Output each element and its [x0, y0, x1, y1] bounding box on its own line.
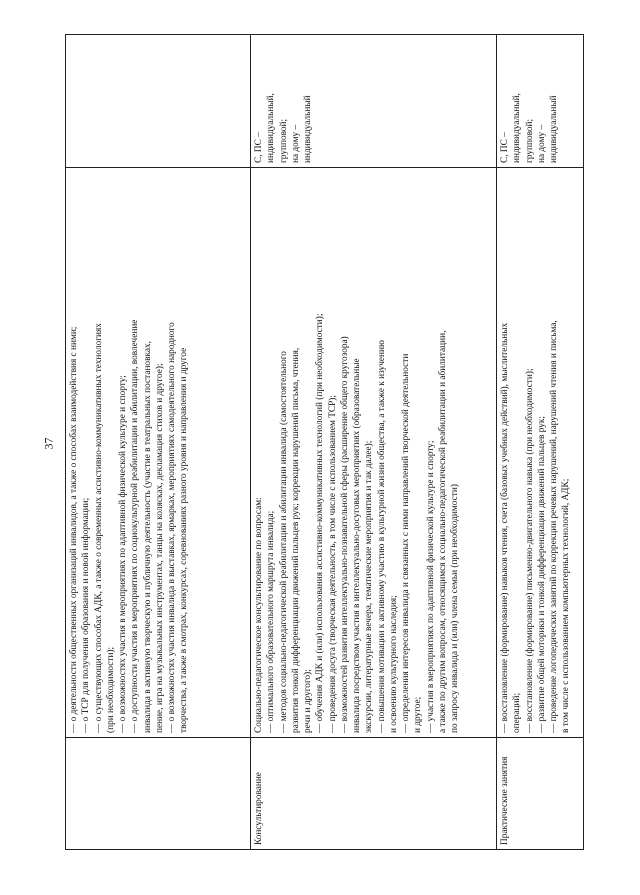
content-line: речи и другого); — [303, 669, 314, 733]
form-line: индивидуальный, — [266, 93, 277, 163]
content-line: в том числе с использованием компьютерных технологий, АДК; — [561, 478, 572, 733]
table-row — [251, 35, 497, 850]
content-line: и освоению культурного наследия; — [388, 595, 399, 733]
content-line: пение, игра на музыкальных инструментах, танцы на колясках, декламация стихов и другое); — [154, 363, 165, 733]
form-line: индивидуальный — [549, 95, 560, 163]
content-line: — о возможностях участия инвалида в выставках, ярмарках, мероприятиях самодеятельного народного — [167, 322, 178, 733]
service-name-cell: Консультирование — [251, 738, 497, 850]
content-line: творчества, а также в смотрах, конкурсах, соревнованиях разного уровня и направления и другое — [179, 347, 190, 733]
form-line: групповой; — [524, 118, 535, 163]
content-line: — повышения мотивации к активному участию в культурной жизни общества, а также к изучению — [376, 340, 387, 733]
content-line: Социально-педагогическое консультирование по вопросам: — [254, 497, 264, 733]
form-line: групповой; — [278, 118, 289, 163]
content-line: развития тонкой дифференциации движений пальцев рук; коррекции нарушений письма, чтения, — [290, 347, 301, 733]
content-line: — оптимального образовательного маршрута инвалида; — [266, 510, 277, 733]
page-number: 37 — [41, 437, 56, 450]
service-name-cell: Практические занятия — [497, 738, 584, 850]
content-line: по запросу инвалида и (или) члена семьи (при необходимости) — [450, 484, 461, 733]
service-name-cell — [66, 738, 251, 850]
content-line: инвалида в активную творческую и публичную деятельность (участие в театральных постановках, — [142, 341, 153, 733]
service-content-cell — [66, 168, 251, 738]
content-line: — о ТСР для получения образования и новой информации; — [81, 497, 92, 733]
form-line: С, ПС – — [500, 132, 510, 163]
content-line: — о возможностях участия в мероприятиях по адаптивной физической культуре и спорту; — [118, 375, 129, 733]
content-line: — развитие общей моторики и тонкой дифференциации движений пальцев рук; — [536, 415, 547, 733]
service-form-cell — [251, 35, 497, 168]
content-line: а также по другим вопросам, относящимся к социально-педагогической реабилитации и абилитации, — [437, 330, 448, 733]
content-line: — восстановление (формирование) письменно-двигательного навыка (при необходимости); — [524, 368, 535, 733]
form-line: С, ПС – — [254, 132, 264, 163]
form-line: на дому – — [536, 124, 547, 163]
table-row — [497, 35, 584, 850]
content-line: — проведения досуга (творческая деятельность, в том числе с использованием ТСР); — [327, 395, 338, 733]
table-row — [66, 35, 251, 850]
service-form-cell — [66, 35, 251, 168]
content-line: — о существующих способах АДК, а также о современных ассистивно-коммуникативных технологиях — [93, 323, 104, 733]
content-line: экскурсии, литературные вечера, тематические мероприятия и так далее); — [364, 440, 375, 733]
content-line: — возможностей развития интеллектуально-познавательной сферы (расширение общего кругозора) — [339, 336, 350, 733]
content-line: — участия в мероприятиях по адаптивной физической культуре и спорту; — [425, 440, 436, 733]
form-line: индивидуальный — [303, 95, 314, 163]
content-line: — проведение логопедических занятий по коррекции речевых нарушений, нарушений чтения и письма, — [549, 320, 560, 733]
services-table — [65, 34, 584, 850]
form-line: индивидуальный, — [512, 93, 523, 163]
content-line: операций; — [512, 692, 523, 733]
service-content-cell — [251, 168, 497, 738]
content-line: (при необходимости); — [105, 646, 116, 733]
content-line: — определения интересов инвалида и связанных с ними направлений творческой деятельности — [401, 353, 412, 733]
content-line: — обучения АДК и (или) использования ассистивно-коммуникативных технологий (при необходимости); — [315, 313, 326, 733]
content-line: — восстановление (формирование) навыков чтения, счета (базовых учебных действий), мыслительных — [500, 322, 510, 733]
form-line: на дому – — [290, 124, 301, 163]
service-content-cell — [497, 168, 584, 738]
document-sheet — [65, 35, 583, 850]
content-line: — методов социально-педагогической реабилитации и абилитации инвалида (самостоятельного — [278, 351, 289, 733]
content-line: и другое; — [413, 696, 424, 733]
content-line: — о доступности участия в мероприятиях по социокультурной реабилитации и абилитации, вовлечение — [130, 319, 141, 733]
content-line: — о деятельности общественных организаций инвалидов, а также о способах взаимодействия с ними; — [69, 326, 79, 733]
content-line: инвалида посредством участия в интеллектуально-досуговых мероприятиях (образовательные — [352, 358, 363, 733]
service-form-cell — [497, 35, 584, 168]
